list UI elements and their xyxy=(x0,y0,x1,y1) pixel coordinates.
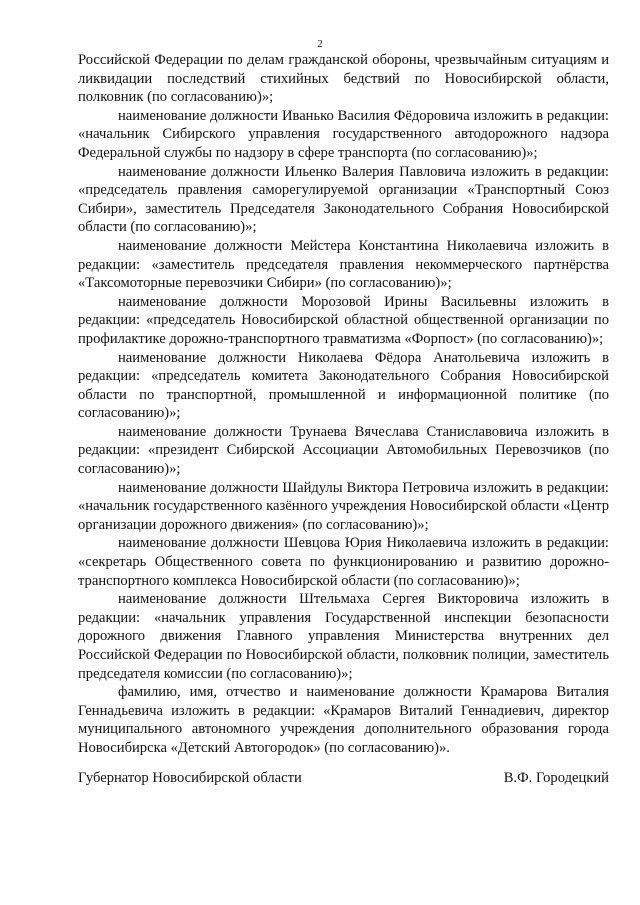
paragraph-morozova: наименование должности Морозовой Ирины Васильевны изложить в редакции: «председатель Новосибирской областной общественной организации по профилактике дорожно-транспортного травматизма «Форпост» (по согласованию)»; xyxy=(78,293,609,347)
paragraph-trunaev: наименование должности Трунаева Вячеслава Станиславовича изложить в редакции: «президент Сибирской Ассоциации Автомобильных Перевозчиков (по согласованию)»; xyxy=(78,423,609,478)
signature-block xyxy=(78,769,609,788)
paragraph-continuation: Российской Федерации по делам гражданской обороны, чрезвычайным ситуациям и ликвидации последствий стихийных бедствий по Новосибирской области, полковник (по согласованию)»; xyxy=(78,52,609,106)
paragraph-kramarov: фамилию, имя, отчество и наименование должности Крамарова Виталия Геннадьевича изложить в редакции: «Крамаров Виталий Геннадиевич, директор муниципального автономного учреждения дополнительного образования города Новосибирска «Детский Автогородок» (по согласованию)». xyxy=(78,684,609,756)
paragraph-shevtsov: наименование должности Шевцова Юрия Николаевича изложить в редакции: «секретарь Общественного совета по функционированию и развитию дорожно-транспортного комплекса Новосибирской области (по согласованию)»; xyxy=(78,535,609,589)
signatory-name: В.Ф. Городецкий xyxy=(503,770,609,786)
paragraph-shaidula: наименование должности Шайдулы Виктора Петровича изложить в редакции: «начальник государственного казённого учреждения Новосибирской области «Центр организации дорожного движения» (по согласованию)»; xyxy=(78,479,609,533)
paragraph-ivanko: наименование должности Иванько Василия Фёдоровича изложить в редакции: «начальник Сибирского управления государственного автодорожного надзора Федеральной службы по надзору в сфере транспорта (по согласованию)»; xyxy=(78,107,609,161)
signatory-position: Губернатор Новосибирской области xyxy=(78,770,302,786)
page-number: 2 xyxy=(317,38,323,50)
paragraph-ilenko: наименование должности Ильенко Валерия Павловича изложить в редакции: «председатель правления саморегулируемой организации «Транспортный Союз Сибири», заместитель Председателя Законодательного Собрания Новосибирской области (по согласованию)»; xyxy=(78,163,609,236)
document-body xyxy=(78,51,609,758)
paragraph-shtelmakh: наименование должности Штельмаха Сергея Викторовича изложить в редакции: «начальник управления Государственной инспекции безопасности дорожного движения Главного управления Министерства внутренних дел Российской Федерации по Новосибирской области, полковник полиции, заместитель председателя комиссии (по согласованию)»; xyxy=(78,591,609,682)
paragraph-nikolaev: наименование должности Николаева Фёдора Анатольевича изложить в редакции: «председатель комитета Законодательного Собрания Новосибирской области по транспортной, промышленной и информационной политике (по согласованию)»; xyxy=(78,349,609,422)
paragraph-meister: наименование должности Мейстера Константина Николаевича изложить в редакции: «заместитель председателя правления некоммерческого партнёрства «Таксомоторные перевозчики Сибири» (по согласованию)»; xyxy=(78,237,609,292)
